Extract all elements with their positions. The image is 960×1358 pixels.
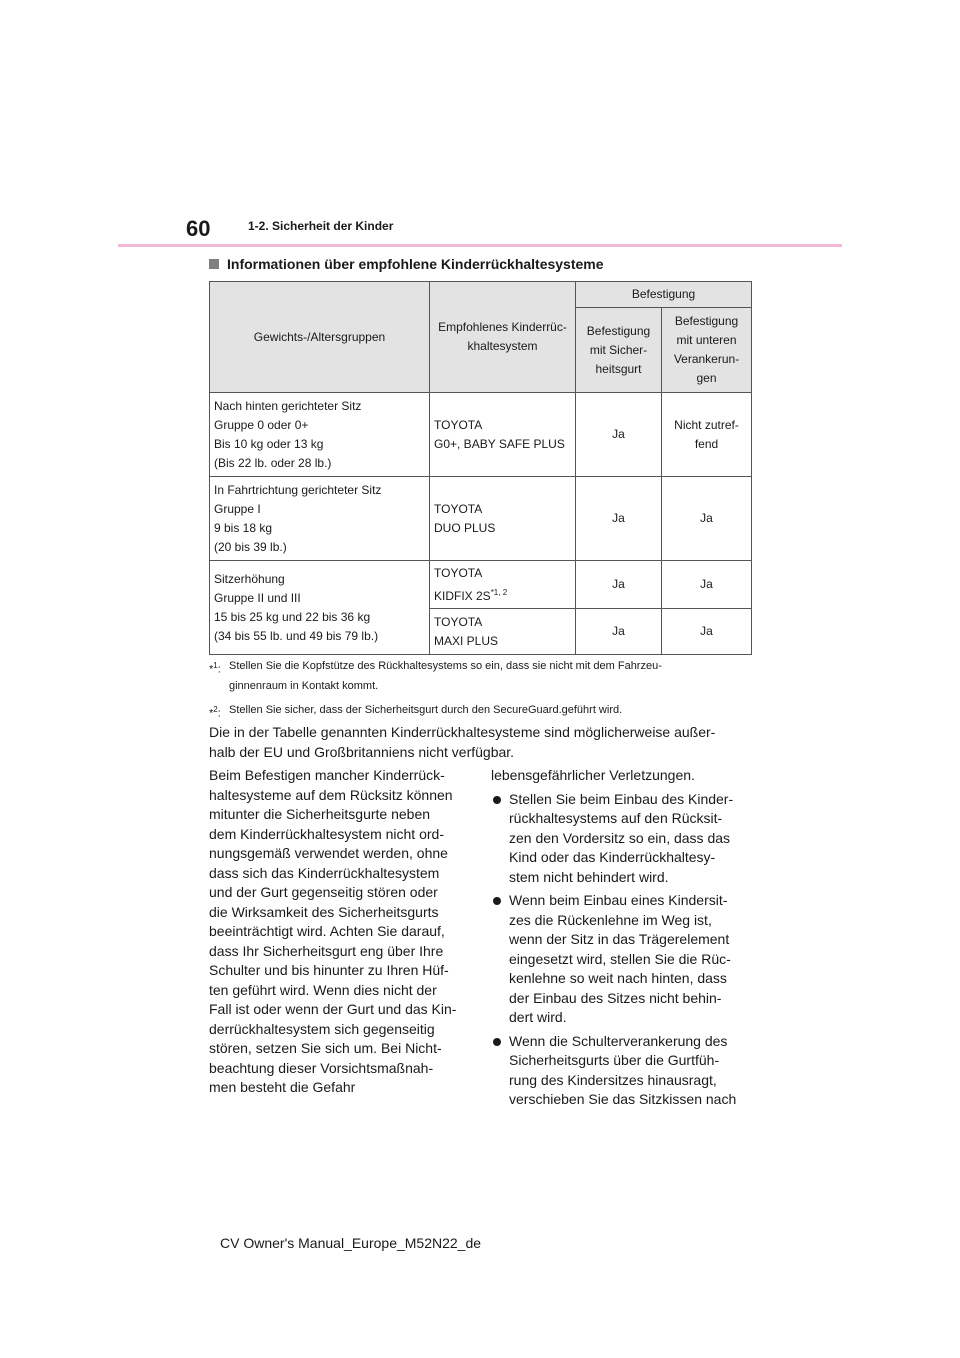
- bullet-line: rückhaltesystems auf den Rücksit-: [509, 810, 723, 826]
- body-line: nungsgemäß verwendet werden, ohne: [209, 845, 448, 861]
- header-line: gen: [696, 371, 717, 385]
- cell-lower: Ja: [662, 561, 752, 609]
- body-line: derrückhaltesystem sich gegenseitig: [209, 1020, 435, 1037]
- header-fastening: Befestigung: [576, 282, 752, 308]
- body-line: ten geführt wird. Wenn dies nicht der: [209, 981, 437, 998]
- body-line: die Wirksamkeit des Sicherheitsgurts: [209, 903, 439, 920]
- header-line: heitsgurt: [595, 361, 642, 376]
- cell-line: [434, 583, 571, 606]
- bullet-line: Stellen Sie beim Einbau des Kinder-: [509, 790, 734, 807]
- cell-line: (Bis 22 lb. oder 28 lb.): [214, 455, 332, 470]
- cell-line: Nach hinten gerichteter Sitz: [214, 398, 362, 413]
- footnote-text: [229, 700, 754, 720]
- section-title: 1-2. Sicherheit der Kinder: [248, 219, 394, 233]
- cell-system: [430, 477, 576, 561]
- cell-line: G0+, BABY SAFE PLUS: [434, 436, 565, 451]
- body-line: Beim Befestigen mancher Kinderrück-: [209, 767, 445, 783]
- body-line: Fall ist oder wenn der Gurt und das Kin-: [209, 1001, 457, 1017]
- header-lower-anchor-fastening: [662, 308, 752, 393]
- bullet-text: [509, 891, 753, 1028]
- cell-line: 9 bis 18 kg: [214, 520, 273, 535]
- cell-belt: Ja: [576, 477, 662, 561]
- table-row: [210, 393, 752, 477]
- cell-line: MAXI PLUS: [434, 633, 499, 648]
- model-name: KIDFIX 2S: [434, 588, 491, 603]
- footnote-line: Stellen Sie die Kopfstütze des Rückhaltesystems so ein, dass sie nicht mit dem Fahrzeu-: [229, 660, 662, 672]
- bullet-line: verschieben Sie das Sitzkissen nach: [509, 1091, 737, 1107]
- cell-line: TOYOTA: [434, 501, 483, 516]
- availability-note: [209, 722, 754, 762]
- bullet-line: zen den Vordersitz so ein, dass das: [509, 829, 731, 846]
- cell-lower: [662, 393, 752, 477]
- body-line: haltesysteme auf dem Rücksitz können: [209, 786, 453, 803]
- bullet-line: dert wird.: [509, 1009, 567, 1025]
- cell-group: [210, 393, 430, 477]
- header-weight-group: Gewichts-/Altersgruppen: [210, 282, 430, 393]
- bullet-line: zes die Rückenlehne im Weg ist,: [509, 911, 712, 928]
- cell-line: Gruppe I: [214, 501, 261, 516]
- bullet-line: stem nicht behindert wird.: [509, 868, 669, 885]
- footer: CV Owner's Manual_Europe_M52N22_de: [220, 1235, 482, 1251]
- square-bullet-icon: [209, 259, 219, 269]
- table-row: [210, 561, 752, 609]
- footnote-reference: *1, 2: [490, 587, 508, 597]
- heading-text: Informationen über empfohlene Kinderrückhaltesysteme: [227, 256, 604, 272]
- body-line: beachtung dieser Vorsichtsmaßnah-: [209, 1059, 434, 1076]
- page-number: 60: [186, 216, 211, 241]
- cell-system: [430, 393, 576, 477]
- cell-system: [430, 561, 576, 609]
- bullet-text: [509, 790, 753, 888]
- bullet-line: eingesetzt wird, stellen Sie die Rüc-: [509, 950, 731, 967]
- cell-line: TOYOTA: [434, 614, 483, 629]
- footnote-text: [229, 656, 754, 696]
- cell-line: Gruppe II und III: [214, 590, 301, 605]
- cell-line: TOYOTA: [434, 417, 483, 432]
- bullet-line: Sicherheitsgurts über die Gurtfüh-: [509, 1052, 720, 1068]
- cell-line: Bis 10 kg oder 13 kg: [214, 436, 324, 451]
- header-belt-fastening: [576, 308, 662, 393]
- body-line: men besteht die Gefahr: [209, 1079, 356, 1095]
- body-line: mitunter die Sicherheitsgurte neben: [209, 806, 431, 822]
- cell-lower: Ja: [662, 477, 752, 561]
- bullet-dot-icon: [493, 1038, 501, 1046]
- cell-line: TOYOTA: [434, 565, 483, 580]
- cell-line: (20 bis 39 lb.): [214, 539, 287, 554]
- footnote-line: Stellen Sie sicher, dass der Sicherheitsgurt durch den SecureGuard.geführt wird.: [229, 704, 623, 716]
- cell-line: DUO PLUS: [434, 520, 496, 535]
- header-recommended-line: Empfohlenes Kinderrüc-: [438, 320, 567, 334]
- footnote-mark: *$^2$:: [209, 705, 221, 720]
- cell-belt: Ja: [576, 561, 662, 609]
- footnote: [209, 656, 754, 696]
- bullet-line: der Einbau des Sitzes nicht behin-: [509, 989, 722, 1006]
- bullet-line: rung des Kindersitzes hinausragt,: [509, 1071, 717, 1088]
- cell-line: Nicht zutref-: [674, 417, 739, 432]
- bullet-text: [509, 1032, 753, 1110]
- cell-belt: Ja: [576, 393, 662, 477]
- body-line: stören, setzen Sie sich um. Bei Nicht-: [209, 1040, 442, 1056]
- recommendation-table: [209, 281, 752, 655]
- note-line: Die in der Tabelle genannten Kinderrückhaltesysteme sind möglicherweise außer-: [209, 724, 716, 740]
- header-line: mit Sicher-: [589, 342, 648, 357]
- body-line: Schulter und bis hinunter zu Ihren Hüf-: [209, 962, 449, 978]
- bullet-line: Wenn die Schulterverankerung des: [509, 1032, 728, 1049]
- cell-line: 15 bis 25 kg und 22 bis 36 kg: [214, 609, 371, 624]
- header-line: Befestigung: [674, 314, 739, 328]
- cell-line: Gruppe 0 oder 0+: [214, 417, 309, 432]
- cell-line: fend: [694, 436, 719, 451]
- bullet-dot-icon: [493, 897, 501, 905]
- body-line: dass sich das Kinderrückhaltesystem: [209, 864, 440, 881]
- cell-group: [210, 561, 430, 655]
- cell-lower: Ja: [662, 609, 752, 655]
- footnote: [209, 700, 754, 720]
- bullet-line: Wenn beim Einbau eines Kindersit-: [509, 892, 728, 908]
- header-rule: [118, 244, 842, 247]
- header-line: mit unteren: [676, 333, 737, 347]
- cell-line: (34 bis 55 lb. und 49 bis 79 lb.): [214, 628, 379, 643]
- bullet-line: wenn der Sitz in das Trägerelement: [509, 931, 730, 947]
- note-line: halb der EU und Großbritanniens nicht verfügbar.: [209, 744, 515, 760]
- header-line: Verankerun-: [673, 352, 740, 366]
- footnote-mark: *$^1$:: [209, 661, 221, 676]
- bullet-item: [491, 1032, 753, 1110]
- header-line: Befestigung: [586, 323, 651, 338]
- body-line: dass Ihr Sicherheitsgurt eng über Ihre: [209, 942, 444, 959]
- footnote-line: ginnenraum in Kontakt kommt.: [229, 680, 379, 692]
- intro-line: lebensgefährlicher Verletzungen.: [491, 767, 695, 783]
- bullet-line: kenlehne so weit nach hinten, dass: [509, 970, 727, 986]
- bullet-item: [491, 891, 753, 1028]
- section-heading: [209, 256, 604, 272]
- cell-system: [430, 609, 576, 655]
- table-row: [210, 477, 752, 561]
- body-line: beeinträchtigt wird. Achten Sie darauf,: [209, 923, 445, 939]
- bullet-item: [491, 790, 753, 888]
- cell-belt: Ja: [576, 609, 662, 655]
- bullet-line: Kind oder das Kinderrückhaltesy-: [509, 849, 716, 865]
- bullet-dot-icon: [493, 796, 501, 804]
- header-recommended-line: khaltesystem: [467, 339, 538, 353]
- body-line: und der Gurt gegenseitig stören oder: [209, 884, 438, 900]
- cell-group: [210, 477, 430, 561]
- cell-line: Sitzerhöhung: [214, 571, 285, 586]
- cell-line: In Fahrtrichtung gerichteter Sitz: [214, 482, 382, 497]
- right-column: [491, 766, 753, 1110]
- header-recommended-system: [430, 282, 576, 393]
- left-column: [209, 766, 471, 1098]
- body-line: dem Kinderrückhaltesystem nicht ord-: [209, 825, 444, 842]
